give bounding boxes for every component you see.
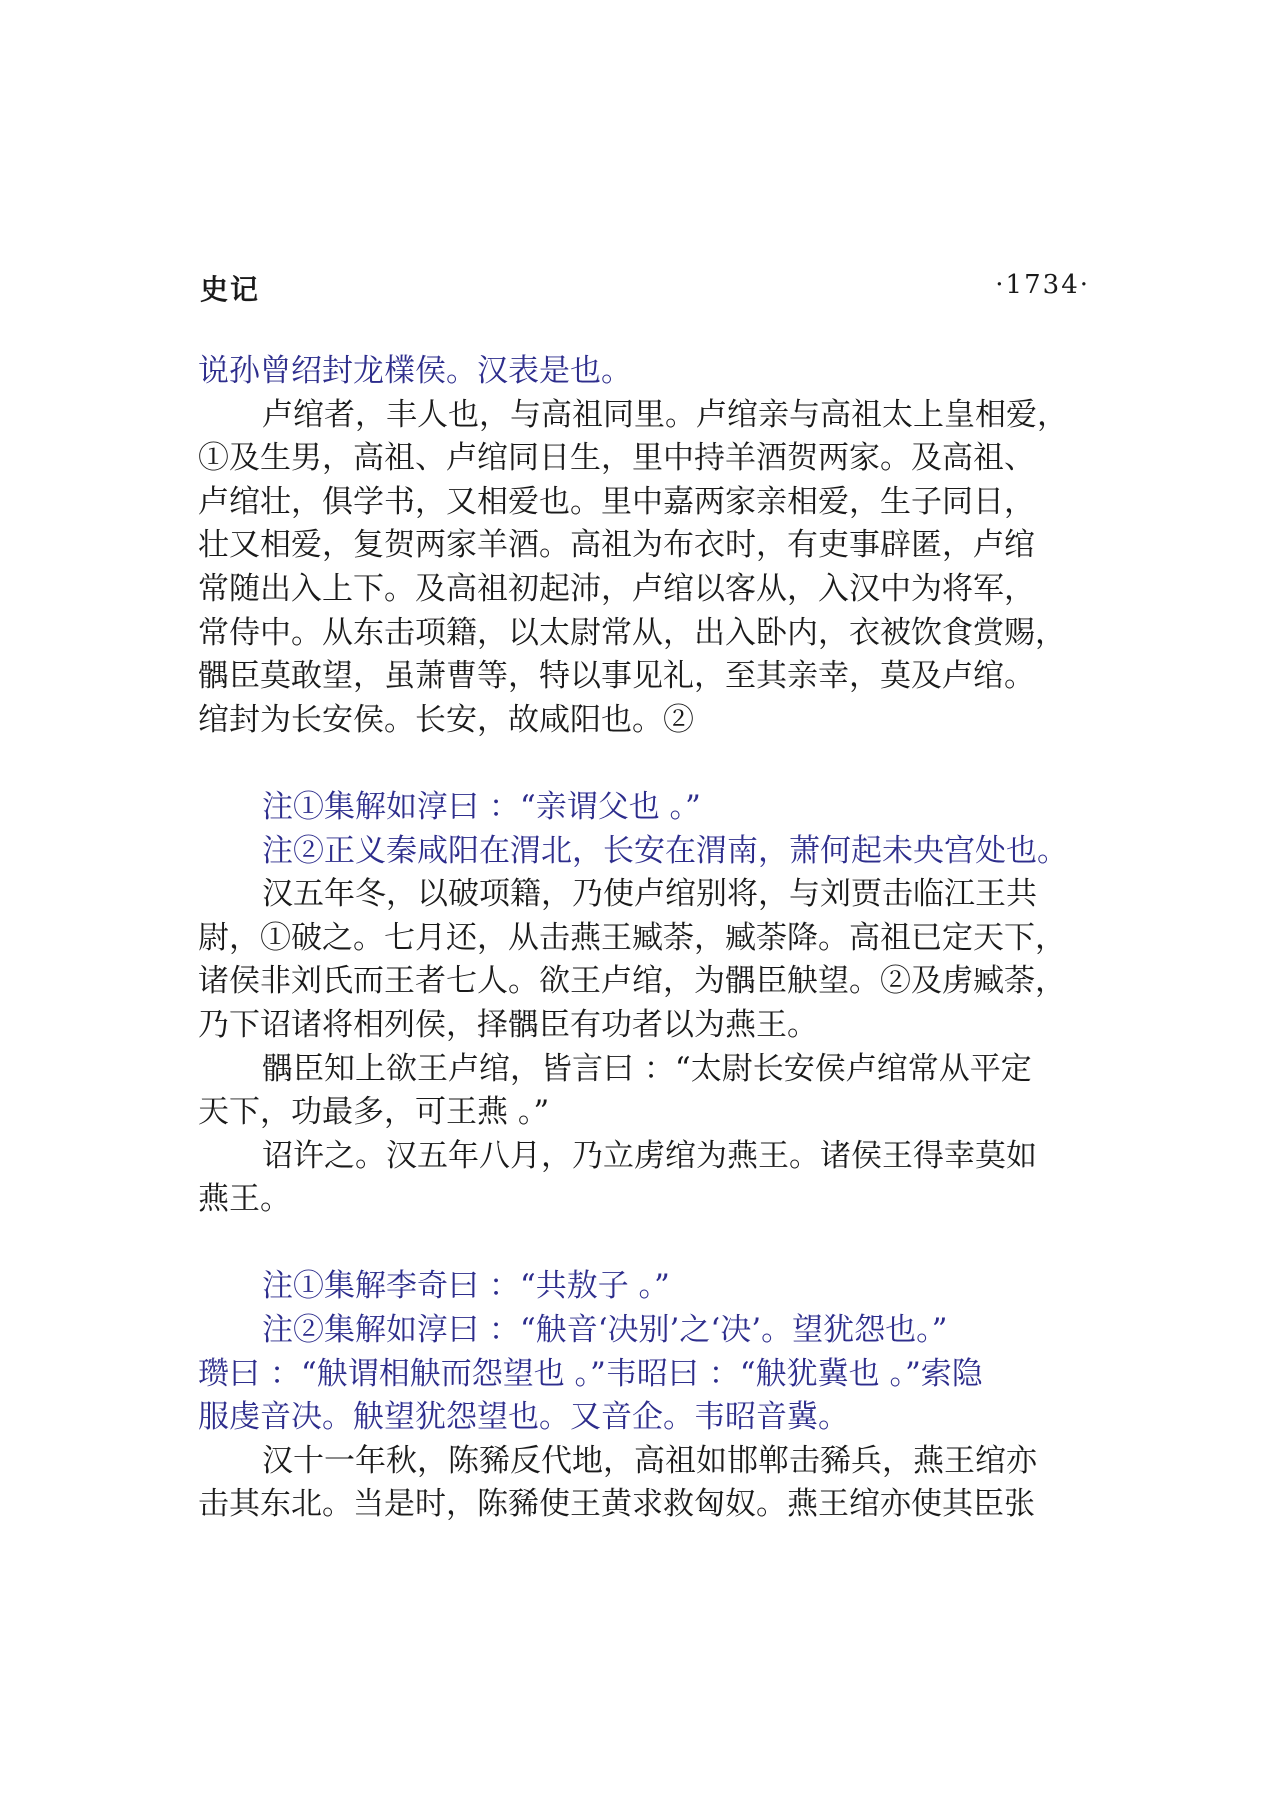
annotation-line: 瓒曰 ：“觖谓相觖而怨望也 。”韦昭曰 ：“觖犹冀也 。”索隐 <box>198 1355 983 1392</box>
text-line: 汉五年冬，以破项籍，乃使卢绾别将，与刘贾击临江王共 <box>262 876 1037 913</box>
annotation-line: 服虔音决。觖望犹怨望也。又音企。韦昭音冀。 <box>198 1399 849 1436</box>
text-line: 壮又相爱，复贺两家羊酒。高祖为布衣时，有吏事辟匿，卢绾 <box>198 527 1035 564</box>
text-line: 卢绾者，丰人也，与高祖同里。卢绾亲与高祖太上皇相爱， <box>262 396 1068 433</box>
text-line: 尉，①破之。七月还，从击燕王臧荼，臧荼降。高祖已定天下， <box>198 919 1066 956</box>
text-line: 乃下诏诸将相列侯，择髃臣有功者以为燕王。 <box>198 1006 818 1043</box>
paragraph-gap <box>198 742 1098 786</box>
text-line: 诸侯非刘氏而王者七人。欲王卢绾，为髃臣觖望。②及虏臧荼， <box>198 963 1066 1000</box>
annotation-line: 注①集解李奇曰 ：“共敖子 。” <box>262 1268 670 1305</box>
text-line: 燕王。 <box>198 1181 291 1218</box>
text-line: 髃臣知上欲王卢绾，皆言曰 ：“太尉长安侯卢绾常从平定 <box>262 1050 1032 1087</box>
text-line: 常侍中。从东击项籍，以太尉常从，出入卧内，衣被饮食赏赐， <box>198 614 1066 651</box>
annotation-line: 注②集解如淳曰 ：“觖音‘决别’之‘决’。望犹怨也。” <box>262 1312 948 1349</box>
text-line: 击其东北。当是时，陈豨使王黄求救匈奴。燕王绾亦使其臣张 <box>198 1486 1035 1523</box>
body-text <box>198 350 1098 1527</box>
paragraph-gap <box>198 1222 1098 1266</box>
text-line: ①及生男，高祖、卢绾同日生，里中持羊酒贺两家。及高祖、 <box>198 440 1035 477</box>
text-line: 卢绾壮，俱学书，又相爱也。里中嘉两家亲相爱，生子同日， <box>198 483 1035 520</box>
text-line: 天下，功最多，可王燕 。” <box>198 1094 550 1131</box>
running-head <box>200 268 1090 308</box>
text-line: 髃臣莫敢望，虽萧曹等，特以事见礼，至其亲幸，莫及卢绾。 <box>198 658 1035 695</box>
text-line: 诏许之。汉五年八月，乃立虏绾为燕王。诸侯王得幸莫如 <box>262 1137 1037 1174</box>
text-line: 绾封为长安侯。长安，故咸阳也。② <box>198 701 694 738</box>
text-line: 常随出入上下。及高祖初起沛，卢绾以客从，入汉中为将军， <box>198 570 1035 607</box>
text-line: 汉十一年秋，陈豨反代地，高祖如邯郸击豨兵，燕王绾亦 <box>262 1442 1037 1479</box>
annotation-line: 说孙曾绍封龙檏侯。汉表是也。 <box>198 353 632 389</box>
annotation-line: 注①集解如淳曰 ：“亲谓父也 。” <box>262 788 701 825</box>
page-number: ·1734· <box>995 270 1090 300</box>
annotation-line: 注②正义秦咸阳在渭北，长安在渭南，萧何起未央宫处也。 <box>262 832 1068 869</box>
book-title: 史记 <box>200 273 261 306</box>
